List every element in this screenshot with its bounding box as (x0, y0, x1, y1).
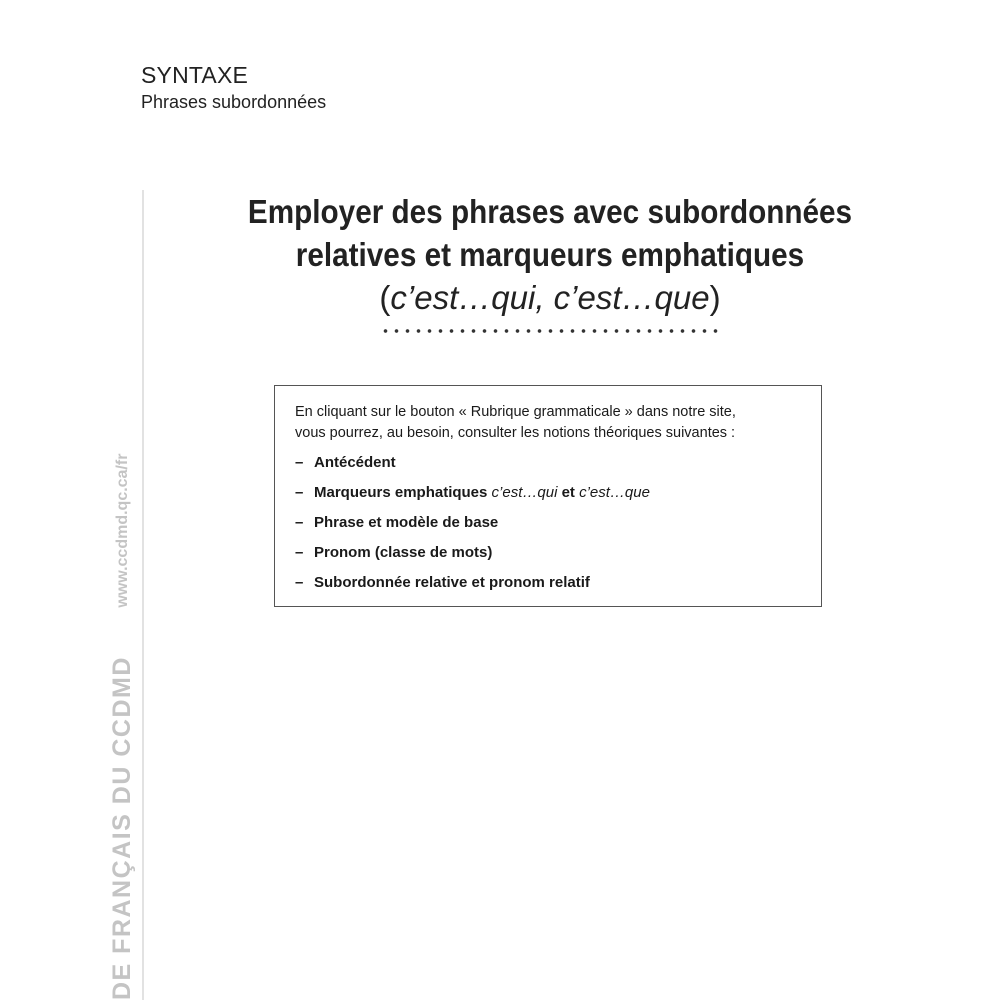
side-brand: DE FRANÇAIS DU CCDMD (108, 656, 136, 1000)
page-title (180, 190, 920, 319)
notions-intro (295, 402, 801, 444)
notions-intro-line-1: En cliquant sur le bouton « Rubrique grammaticale » dans notre site, (295, 404, 736, 420)
list-item (295, 542, 801, 563)
list-dash: – (295, 544, 304, 561)
list-item-label: Pronom (classe de mots) (314, 544, 493, 561)
section-header (141, 60, 326, 114)
list-item-connector: et (557, 484, 580, 501)
section-subtitle: Phrases subordonnées (141, 92, 327, 112)
section-title: SYNTAXE (141, 62, 249, 88)
list-dash: – (295, 454, 304, 471)
side-url: www.ccdmd.qc.ca/fr (113, 453, 131, 608)
list-item (295, 482, 801, 503)
list-item (295, 572, 801, 593)
title-paren-close: ) (709, 279, 721, 316)
list-item (295, 452, 801, 473)
list-dash: – (295, 574, 304, 591)
title-emphasis: c’est…qui, c’est…que (390, 279, 710, 316)
list-item-label: Marqueurs emphatiques (314, 484, 488, 501)
dotted-divider (380, 328, 720, 334)
notions-intro-line-2: vous pourrez, au besoin, consulter les notions théoriques suivantes : (295, 425, 736, 441)
title-paren-open: ( (379, 279, 391, 316)
list-item-label: Phrase et modèle de base (314, 514, 499, 531)
title-line-3 (180, 276, 920, 319)
title-line-1: Employer des phrases avec subordonnées (247, 193, 853, 230)
notions-list (295, 452, 801, 593)
list-item-label: Subordonnée relative et pronom relatif (314, 574, 590, 591)
list-item-emphasis-1: c’est…qui (491, 484, 558, 501)
list-dash: – (295, 484, 304, 501)
list-item (295, 512, 801, 533)
list-item-label: Antécédent (314, 454, 396, 471)
side-vertical-text (108, 440, 144, 1000)
list-item-emphasis-2: c’est…que (579, 484, 650, 501)
title-line-2: relatives et marqueurs emphatiques (295, 236, 805, 273)
list-dash: – (295, 514, 304, 531)
notions-box (274, 385, 822, 607)
